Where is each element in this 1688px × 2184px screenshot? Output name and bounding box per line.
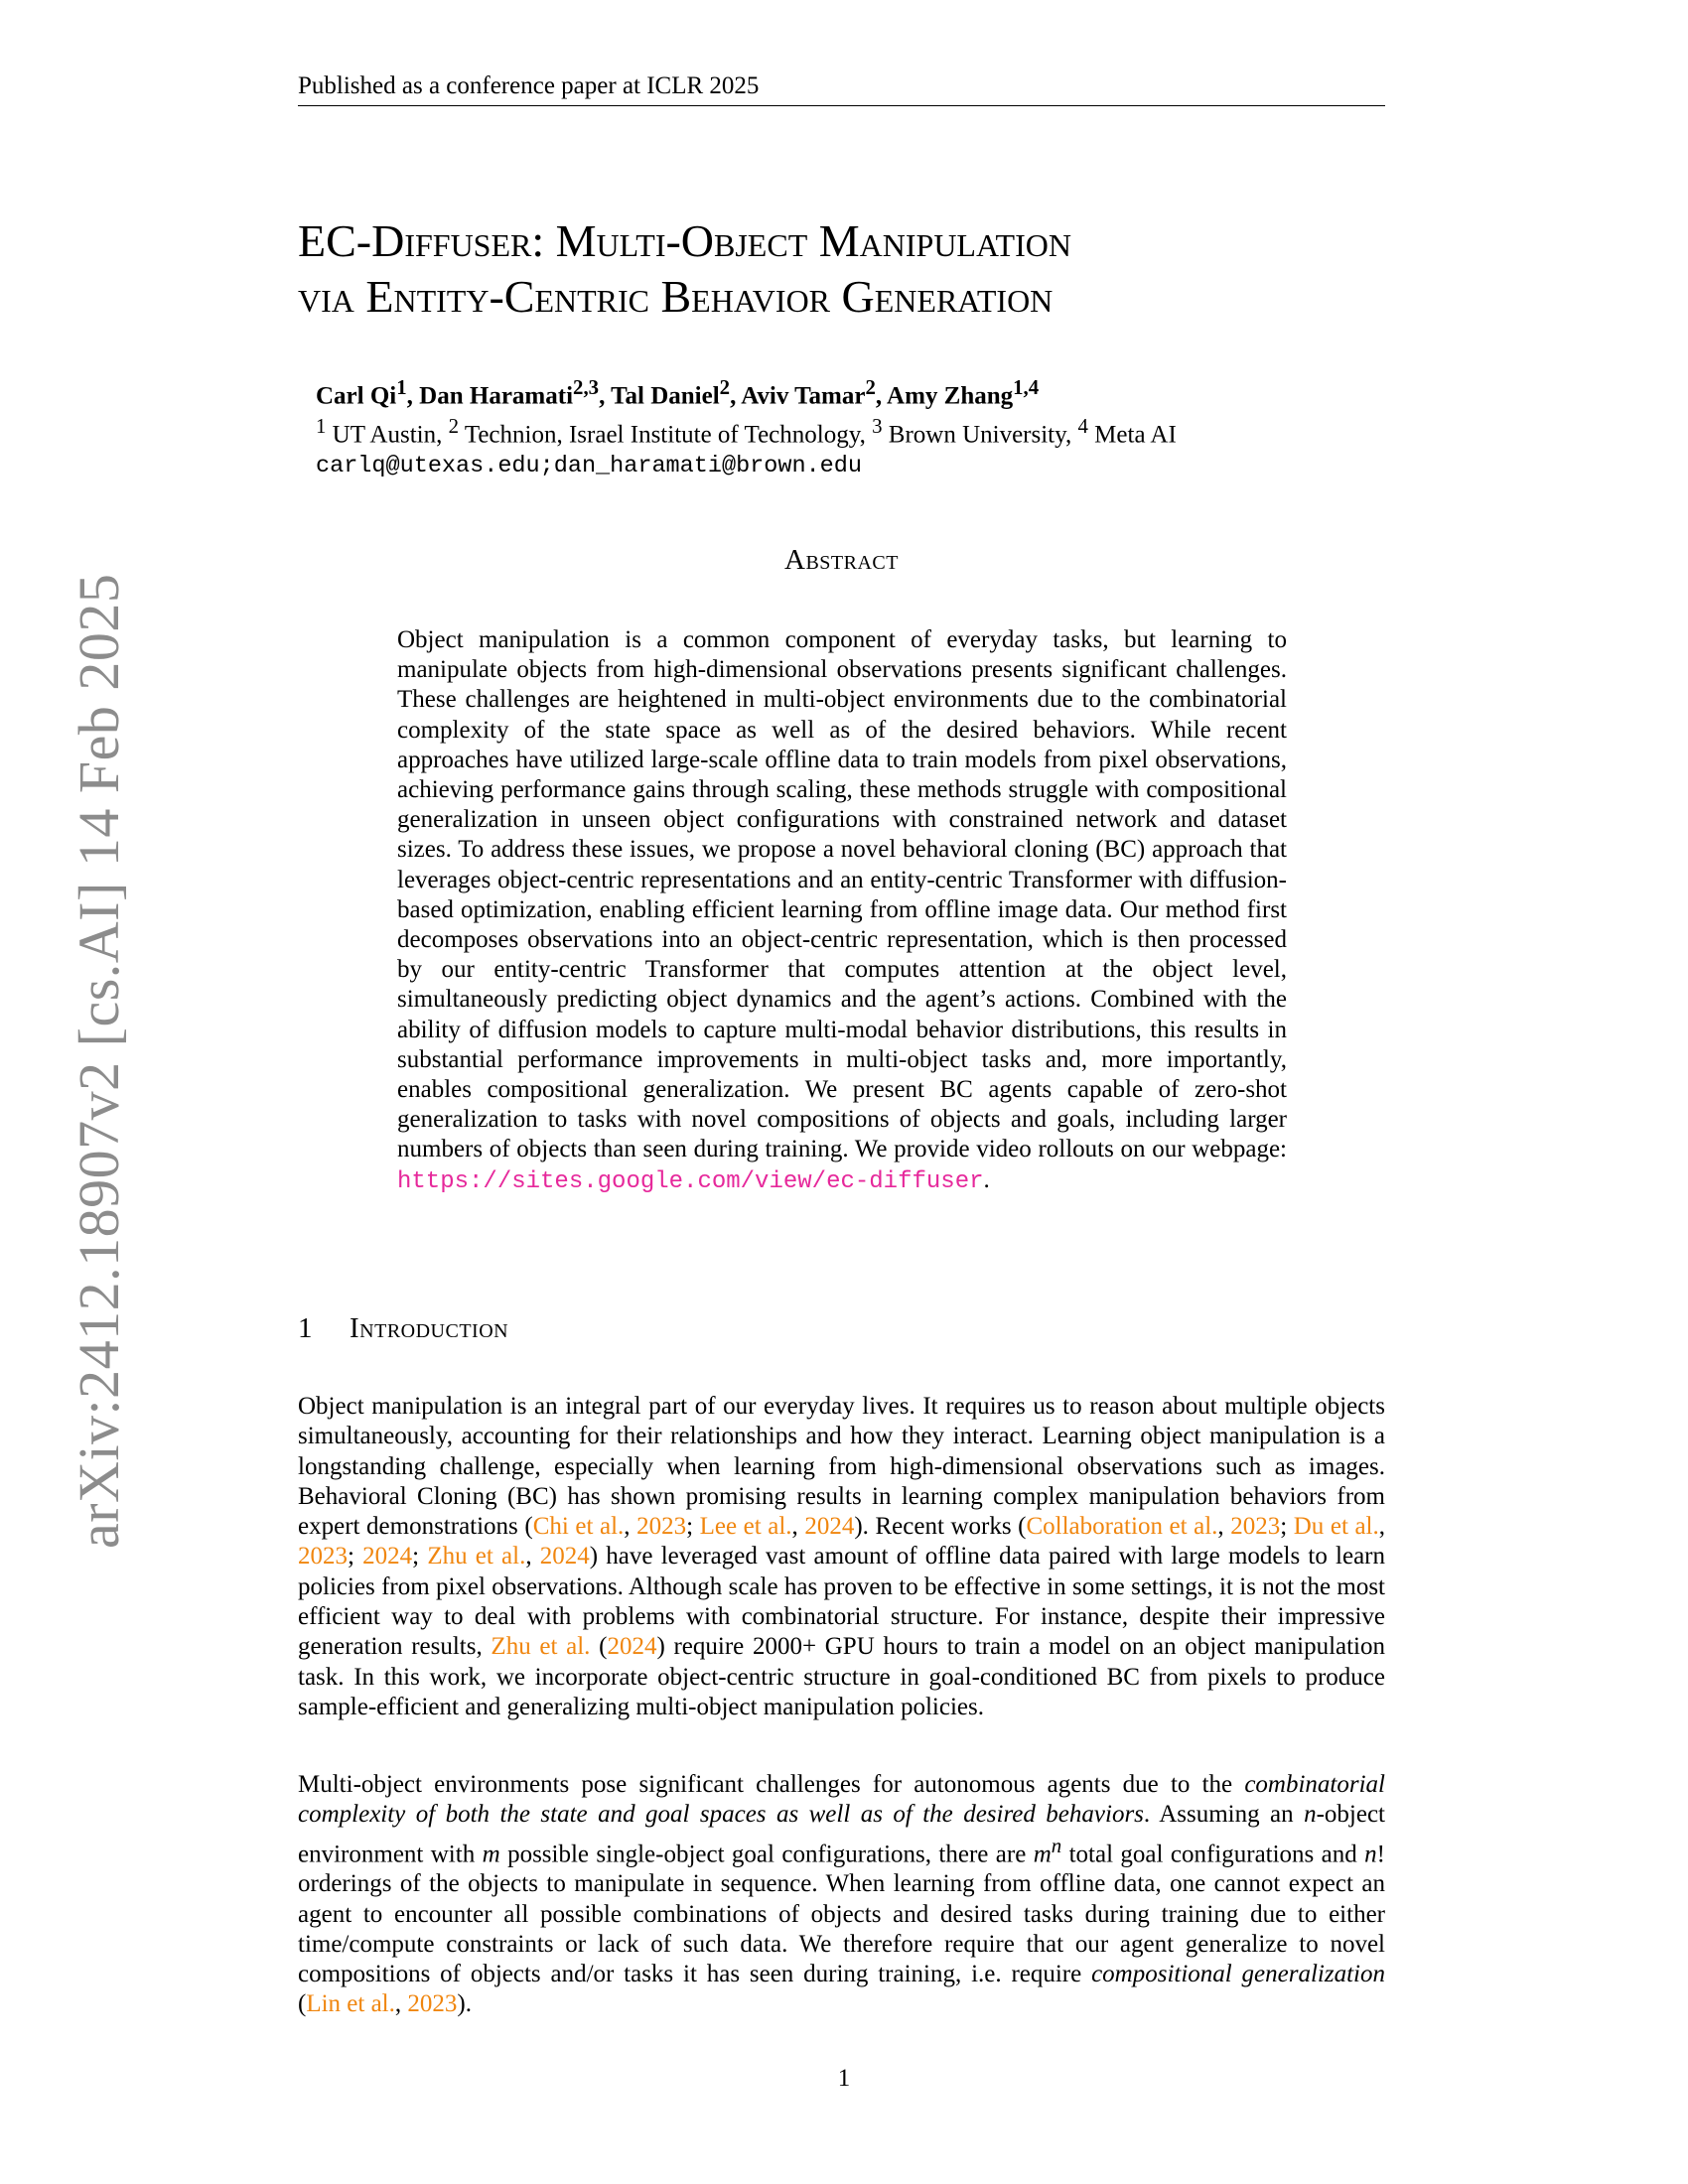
intro-paragraph-1 (298, 1392, 1385, 1722)
author-email: carlq@utexas.edu;dan_haramati@brown.edu (316, 452, 862, 479)
citation-year-link[interactable]: 2023 (636, 1513, 687, 1541)
author-separator: , (875, 382, 888, 410)
citation-link[interactable]: Lin et al. (306, 1990, 395, 2018)
text-run: , (791, 1513, 805, 1541)
affiliation: Meta AI (1087, 421, 1177, 449)
emphasis-text: combinatorial complexity of both the state and goal spaces as well as of the desired behaviors (298, 1771, 1385, 1829)
affiliation-sup: 4 (1077, 414, 1088, 439)
affiliation: Brown University, (882, 421, 1078, 449)
affiliation-sup: 3 (872, 414, 883, 439)
citation-year-link[interactable]: 2023 (407, 1990, 458, 2018)
affiliations (316, 411, 1388, 450)
text-run: total goal configurations and (1061, 1840, 1365, 1867)
citation-link[interactable]: Chi et al. (532, 1513, 625, 1541)
author-name: Carl Qi (316, 382, 397, 410)
affiliation-sup: 1 (316, 414, 327, 439)
affiliation: Technion, Israel Institute of Technology, (459, 421, 873, 449)
author-sup: 2,3 (573, 375, 600, 399)
text-run: , (624, 1513, 637, 1541)
author-sup: 1,4 (1013, 375, 1040, 399)
section-heading-introduction (298, 1312, 508, 1345)
affiliation-sup: 2 (448, 414, 460, 439)
text-run: ; (686, 1513, 700, 1541)
citation-year-link[interactable]: 2023 (1230, 1513, 1281, 1541)
text-run: ! orderings of the objects to manipulate in sequence. When learning from offline data, one cannot expect an agent to encounter all possible combinations of objects and desired tasks during training due to either time/compute constraints or lack of such data. We therefore require that our agent generalize to novel compositions of objects and/or tasks it has seen during training, i.e. require (298, 1840, 1385, 1988)
citation-year-link[interactable]: 2024 (607, 1633, 657, 1661)
title-line-2: via Entity-Centric Behavior Generation (298, 271, 1054, 322)
text-run: ) have leveraged vast amount of offline data paired with large models to learn policies from pixel observations. Although scale has proven to be effective in some settings, it is not the most efficient way to deal with problems with combinatorial structure. For instance, despite their impressive generation results, (298, 1543, 1386, 1661)
text-run: possible single-object goal configurations, there are (499, 1840, 1034, 1867)
author-sup: 2 (865, 375, 876, 399)
math-variable: m (1033, 1840, 1052, 1867)
citation-year-link[interactable]: 2023 (298, 1543, 348, 1570)
math-exponent: n (1051, 1833, 1062, 1857)
text-run: ; (412, 1543, 428, 1570)
citation-year-link[interactable]: 2024 (539, 1543, 590, 1570)
abstract-body: Object manipulation is a common component of everyday tasks, but learning to manipulate objects from high-dimensional observations presents significant challenges. These challenges are heightened in multi-object environments due to the combinatorial complexity of the state space as well as of the desired behaviors. While recent approaches have utilized large-scale offline data to train models from pixel observations, achieving performance gains through scaling, these methods struggle with compositional generalization in unseen object configurations with constrained network and dataset sizes. To address these issues, we propose a novel behavioral cloning (BC) approach that leverages object-centric representations and an entity-centric Transformer with diffusion-based optimization, enabling efficient learning from offline image data. Our method first decomposes observations into an object-centric representation, which is then processed by our entity-centric Transformer that computes attention at the object level, simultaneously predicting object dynamics and the agent’s actions. Combined with the ability of diffusion models to capture multi-modal behavior distributions, this results in substantial performance improvements in multi-object tasks and, more importantly, enables compositional generalization. We present BC agents capable of zero-shot generalization to tasks with novel compositions of objects and goals, including larger numbers of objects than seen during training. We provide video rollouts on our webpage: (397, 626, 1287, 1163)
title-line-1: EC-Diffuser: Multi-Object Manipulation (298, 215, 1071, 266)
math-variable: n (1304, 1801, 1317, 1829)
citation-year-link[interactable]: 2024 (362, 1543, 413, 1570)
text-run: -object environment with (298, 1801, 1385, 1867)
running-header: Published as a conference paper at ICLR 2025 (298, 69, 1385, 106)
text-run: ( (599, 1633, 608, 1661)
abstract-heading: Abstract (784, 544, 899, 576)
author-sup: 2 (719, 375, 731, 399)
affiliation: UT Austin, (326, 421, 449, 449)
text-run: ; (1280, 1513, 1294, 1541)
text-run: require 2000+ GPU hours to train a model on an object manipulation task. In this work, we incorporate object-centric structure in goal-conditioned BC from pixels to produce sample-efficient and generalizing multi-object manipulation policies. (298, 1633, 1386, 1720)
text-run: , (394, 1990, 408, 2018)
citation-link[interactable]: Du et al. (1293, 1513, 1379, 1541)
author-separator: , (599, 382, 612, 410)
author-name: Dan Haramati (419, 382, 574, 410)
text-run: Multi-object environments pose significant challenges for autonomous agents due to the (298, 1771, 1245, 1798)
webpage-link[interactable]: https://sites.google.com/view/ec-diffuser (397, 1167, 984, 1195)
arxiv-stamp: arXiv:2412.18907v2 [cs.AI] 14 Feb 2025 (67, 573, 131, 1549)
citation-link[interactable]: Zhu et al. (491, 1633, 591, 1661)
citation-year-link[interactable]: 2024 (804, 1513, 855, 1541)
author-name: Aviv Tamar (741, 382, 866, 410)
text-run: , (1378, 1513, 1385, 1541)
text-run: ( (298, 1990, 307, 2018)
section-title: Introduction (350, 1312, 509, 1344)
text-run: ) (656, 1633, 665, 1661)
text-run: , (1217, 1513, 1231, 1541)
citation-link[interactable]: Lee et al. (699, 1513, 792, 1541)
text-run: ). Recent works ( (854, 1513, 1027, 1541)
intro-paragraph-2 (298, 1770, 1385, 2020)
text-run: , (525, 1543, 540, 1570)
author-separator: , (406, 382, 420, 410)
abstract-text (397, 625, 1287, 1197)
page-number: 1 (837, 2065, 851, 2092)
citation-link[interactable]: Collaboration et al. (1026, 1513, 1218, 1541)
math-variable: n (1364, 1840, 1377, 1867)
paper-title (298, 213, 1385, 325)
text-run: Object manipulation is an integral part of our everyday lives. It requires us to reason about multiple objects simultaneously, accounting for their relationships and how they interact. Learning object manipulation is a longstanding challenge, especially when learning from high-dimensional observations such as images. Behavioral Cloning (BC) has shown promising results in learning complex manipulation behaviors from expert demonstrations ( (298, 1393, 1385, 1541)
author-name: Tal Daniel (611, 382, 720, 410)
abstract-end: . (983, 1165, 990, 1193)
author-name: Amy Zhang (887, 382, 1014, 410)
text-run: ). (457, 1990, 472, 2018)
author-sup: 1 (396, 375, 407, 399)
text-run: . Assuming an (1143, 1801, 1305, 1829)
math-variable: m (482, 1840, 500, 1867)
author-separator: , (730, 382, 742, 410)
emphasis-text: compositional generalization (1091, 1961, 1385, 1988)
text-run: ; (348, 1543, 363, 1570)
citation-link[interactable]: Zhu et al. (427, 1543, 526, 1570)
author-names (316, 372, 1388, 411)
section-number: 1 (298, 1312, 313, 1344)
author-block (316, 372, 1388, 481)
